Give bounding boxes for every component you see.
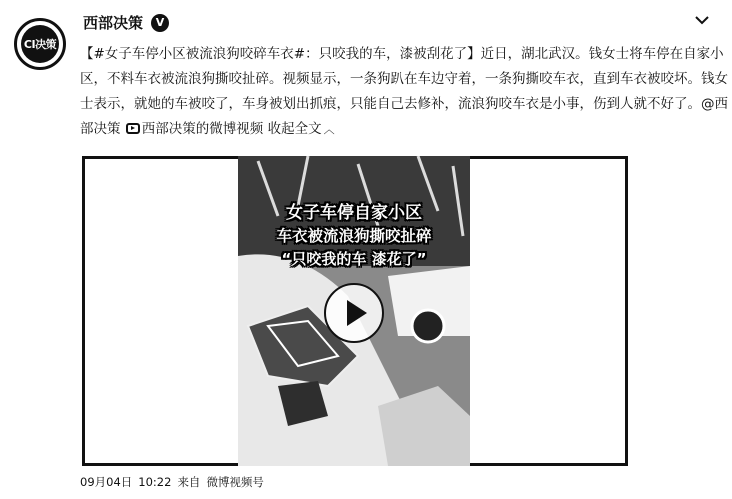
collapse-link[interactable] [268, 121, 335, 137]
collapse-label: 收起全文 [267, 121, 322, 137]
post-body: 近日，湖北武汉。钱女士将车停在自家小区，不料车衣被流浪狗撕咬扯碎。视频显示，一条狗趴在车边守着，一条狗撕咬车衣，直到车衣被咬坏。钱女士表示，就她的车被咬了，车身被划出抓痕，只能自己去修补，流浪狗咬车衣是小事，伤到人就不好了。 [80, 46, 728, 112]
video-link[interactable]: 西部决策的微博视频 [141, 121, 264, 137]
post-time[interactable]: 10:22 [138, 475, 172, 489]
post-meta [80, 474, 270, 490]
source-prefix: 来自 [177, 475, 201, 489]
video-caption-line1: 女子车停自家小区 [286, 203, 422, 223]
topic-link[interactable]: 【#女子车停小区被流浪狗咬碎车衣#：只咬我的车，漆被刮花了】 [80, 46, 481, 62]
video-link-icon [126, 123, 140, 134]
avatar[interactable] [14, 18, 66, 70]
chevron-up-icon: ︿ [323, 123, 335, 136]
verified-icon: V [151, 14, 169, 32]
video-caption-line2: 车衣被流浪狗撕咬扯碎 [276, 227, 432, 245]
post-date: 09月04日 [80, 475, 133, 489]
source-link[interactable]: 微博视频号 [206, 475, 264, 489]
post-text [80, 42, 730, 142]
play-button[interactable] [324, 283, 384, 343]
video-caption-line3: “只咬我的车 漆花了” [281, 250, 427, 268]
mention-link[interactable]: @西部决策 [80, 96, 728, 137]
chevron-down-icon[interactable] [694, 14, 710, 26]
avatar-logo: CI决策 [21, 25, 59, 63]
author-name[interactable]: 西部决策 [83, 14, 144, 32]
author-row [83, 12, 169, 33]
